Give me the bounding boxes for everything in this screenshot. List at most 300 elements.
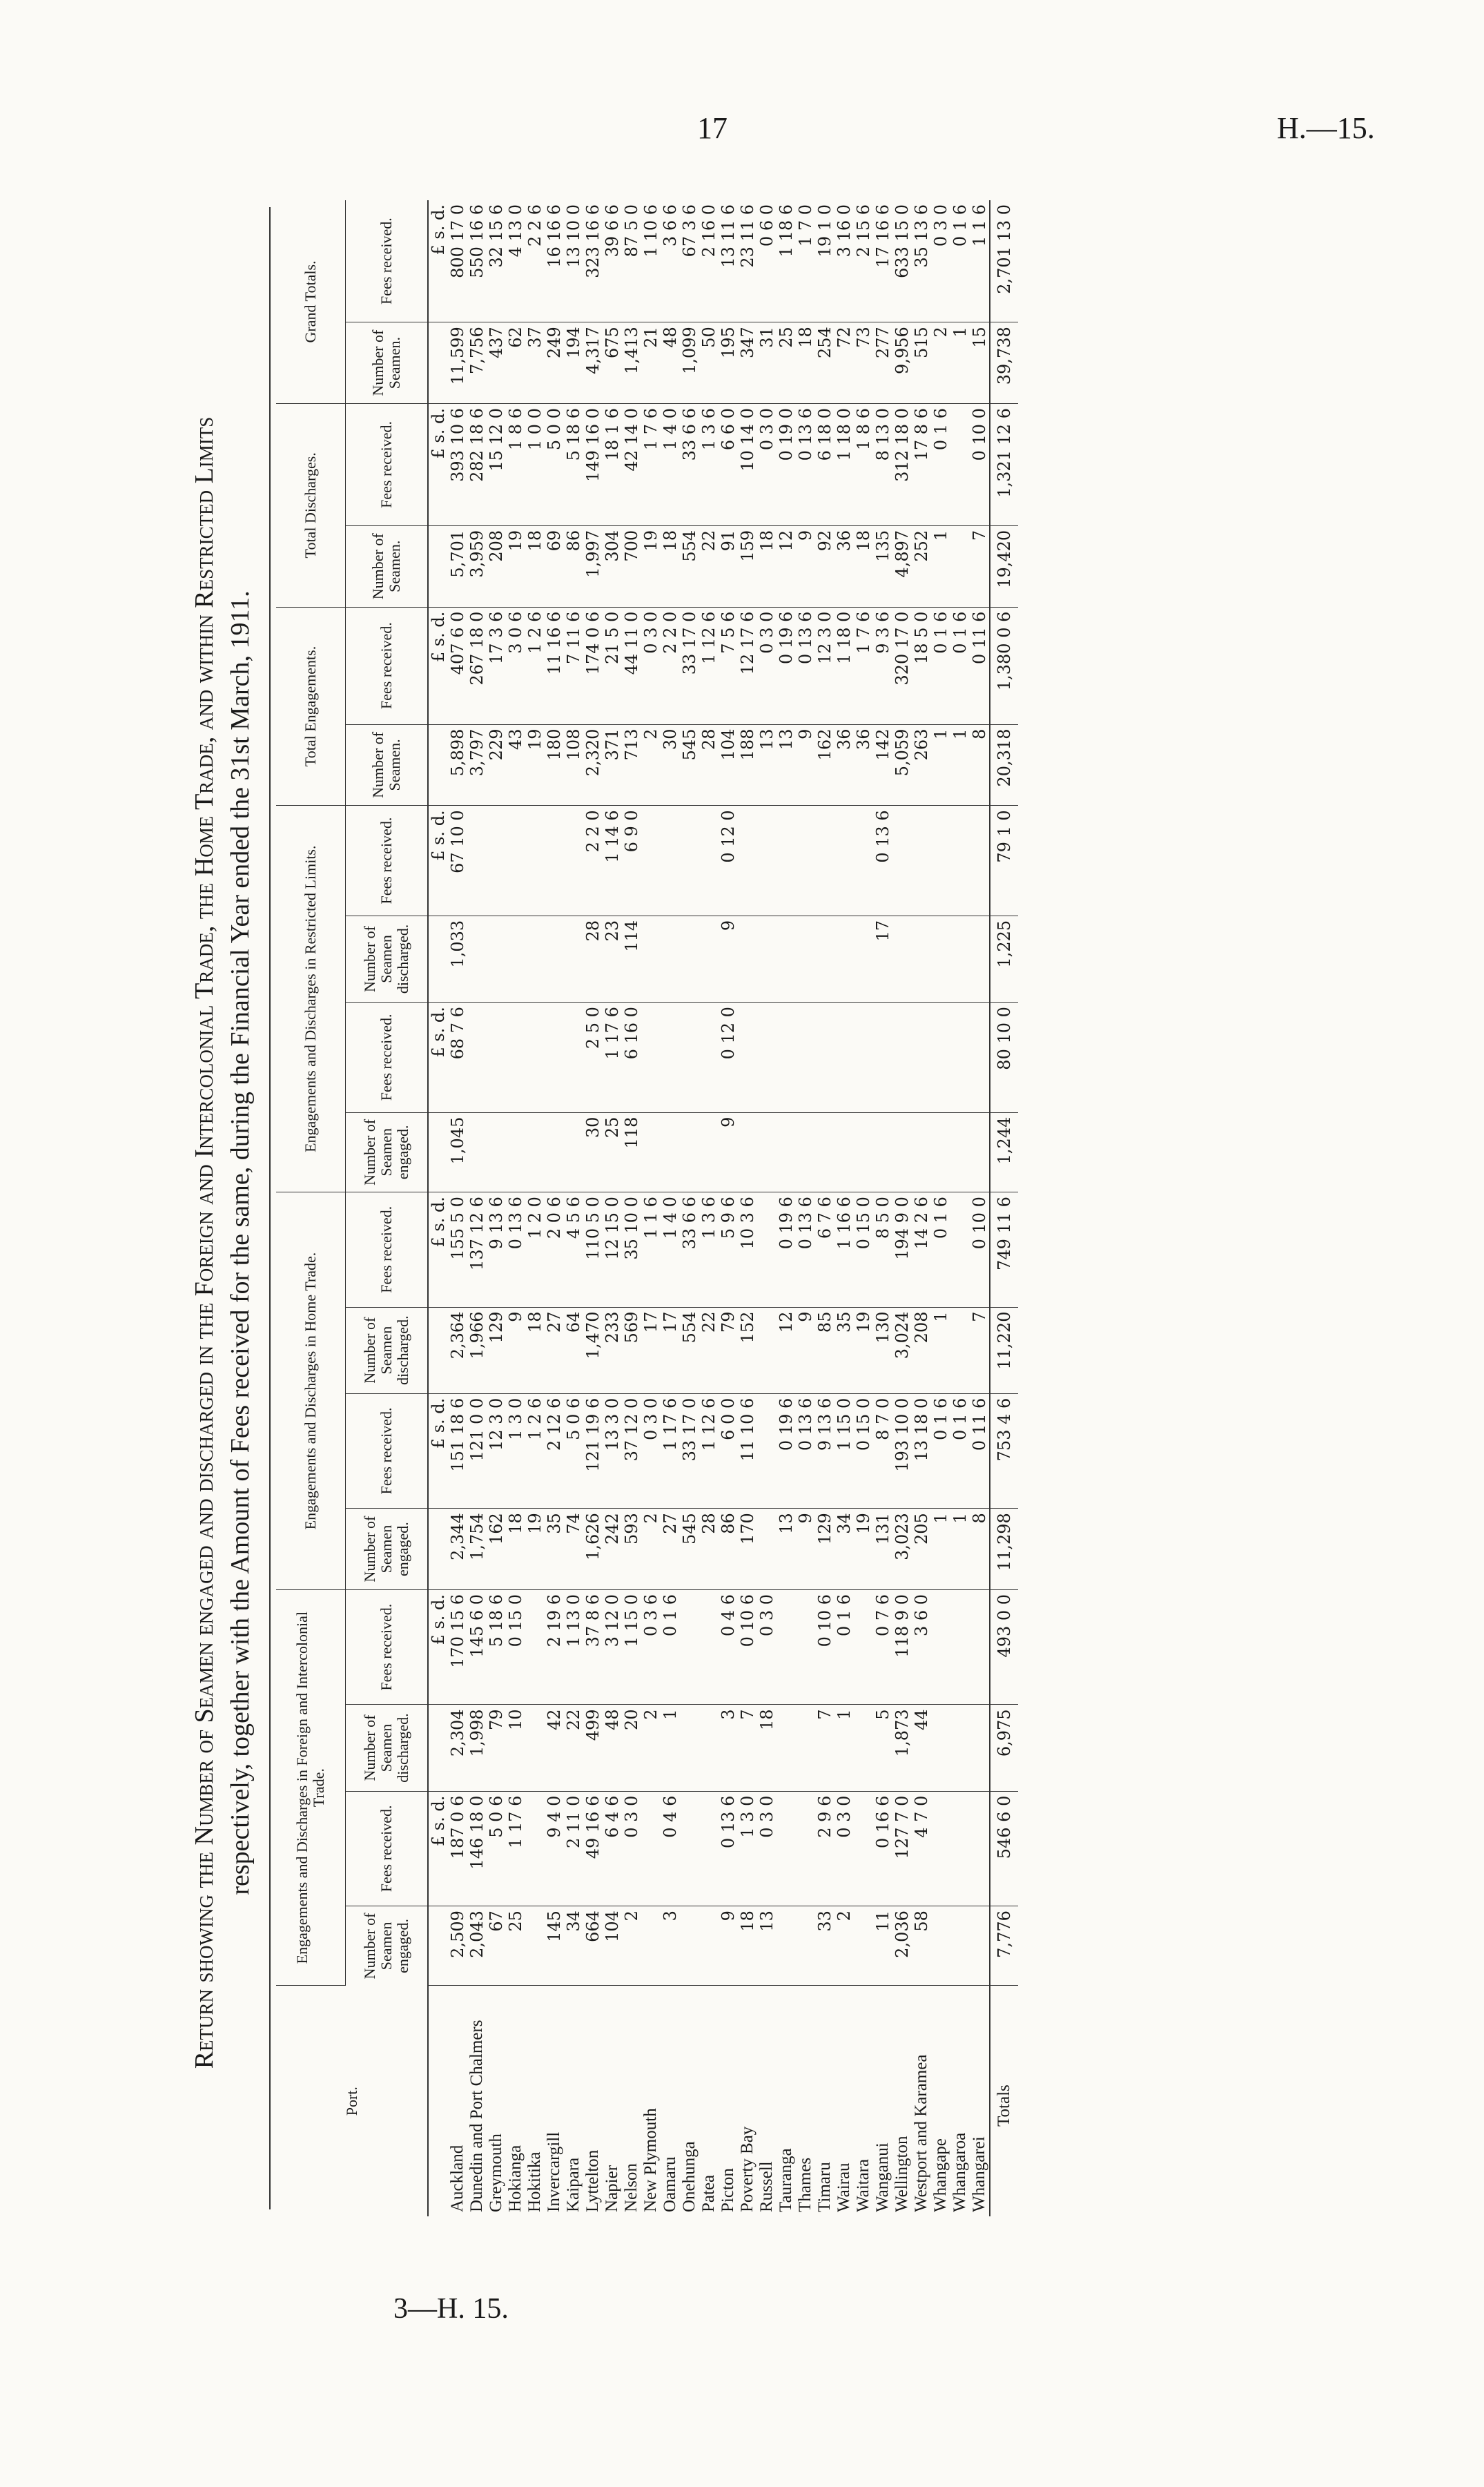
seamen-count-cell: 2 [622, 1906, 641, 1986]
seamen-count-cell: 12 [777, 1307, 796, 1393]
seamen-count-cell: 152 [738, 1307, 757, 1393]
units-spacer [428, 1307, 448, 1393]
seamen-count-cell: 67 [487, 1906, 506, 1986]
fees-cell: 0 15 0 [506, 1589, 525, 1704]
port-name: Wairau [834, 2162, 853, 2212]
table-row [757, 200, 777, 2216]
fees-cell: 21 5 0 [603, 607, 622, 724]
fees-cell: 5 0 6 [564, 1393, 583, 1508]
seamen-count-cell: 9 [796, 1307, 815, 1393]
fees-cell: 0 10 6 [815, 1589, 834, 1704]
total-fees-cell: 79 1 0 [990, 806, 1018, 916]
total-seamen-cell: 1,225 [990, 916, 1018, 1002]
fees-cell: 35 10 0 [622, 1192, 641, 1307]
fees-cell [873, 1003, 892, 1113]
fees-cell: 2 9 6 [815, 1791, 834, 1906]
fees-header: Fees received. [345, 1192, 428, 1307]
fees-cell: 0 1 6 [931, 1192, 950, 1307]
table-row [738, 200, 757, 2216]
fees-cell: 7 11 6 [564, 607, 583, 724]
fees-cell: 0 15 0 [854, 1393, 873, 1508]
seamen-count-cell: 205 [912, 1509, 931, 1590]
fees-cell: 127 7 0 [892, 1791, 912, 1906]
seamen-count-cell: 34 [834, 1509, 854, 1590]
seamen-count-cell: 130 [873, 1307, 892, 1393]
seamen-count-cell: 2,344 [448, 1509, 467, 1590]
seamen-count-cell [757, 1307, 777, 1393]
fees-cell [950, 1791, 970, 1906]
fees-cell: 33 6 6 [680, 1192, 699, 1307]
seamen-count-cell: 2,320 [583, 724, 603, 806]
seamen-count-cell: 1,998 [467, 1705, 487, 1791]
fees-cell: 10 3 6 [738, 1192, 757, 1307]
fees-cell [525, 1791, 545, 1906]
fees-cell: 0 12 0 [719, 806, 738, 916]
seamen-count-cell [525, 1112, 545, 1192]
fees-cell: 800 17 0 [448, 200, 467, 322]
fees-cell [487, 1003, 506, 1113]
seamen-count-cell: 25 [603, 1112, 622, 1192]
seamen-count-cell: 12 [777, 525, 796, 607]
fees-cell [854, 1791, 873, 1906]
fees-header: Fees received. [345, 404, 428, 526]
fees-cell: 0 13 6 [796, 1393, 815, 1508]
table-row [719, 200, 738, 2216]
fees-cell [815, 1003, 834, 1113]
fees-cell: 14 2 6 [912, 1192, 931, 1307]
fees-cell [796, 1003, 815, 1113]
seamen-count-cell: 36 [834, 724, 854, 806]
fees-cell: 0 1 6 [950, 1393, 970, 1508]
seamen-count-cell: 1 [950, 322, 970, 404]
seamen-count-cell: 15 [970, 322, 990, 404]
seamen-count-cell: 371 [603, 724, 622, 806]
fees-cell: 2 16 0 [699, 200, 719, 322]
fees-cell: 393 10 6 [448, 404, 467, 526]
seamen-count-cell [545, 916, 564, 1002]
seamen-count-cell [777, 1906, 796, 1986]
fees-cell: 1 7 6 [641, 404, 661, 526]
table-row [970, 200, 990, 2216]
seamen-count-cell: 5 [873, 1705, 892, 1791]
table-row [873, 200, 892, 2216]
seamen-count-cell: 159 [738, 525, 757, 607]
fees-cell: 6 6 0 [719, 404, 738, 526]
fees-cell: 121 0 0 [467, 1393, 487, 1508]
units-spacer [428, 525, 448, 607]
seamen-count-cell: 195 [719, 322, 738, 404]
seamen-count-cell: 263 [912, 724, 931, 806]
table-row [699, 200, 719, 2216]
seamen-count-cell: 18 [757, 1705, 777, 1791]
seamen-count-cell: 18 [757, 525, 777, 607]
fees-cell: 2 19 6 [545, 1589, 564, 1704]
fees-cell: 1 2 0 [525, 1192, 545, 1307]
seamen-count-cell [680, 1112, 699, 1192]
seamen-count-cell: 25 [777, 322, 796, 404]
seamen-count-cell: 62 [506, 322, 525, 404]
seamen-count-cell [506, 916, 525, 1002]
fees-cell: 1 1 6 [970, 200, 990, 322]
table-row [525, 200, 545, 2216]
seamen-count-cell: 19 [525, 724, 545, 806]
seamen-count-cell [796, 916, 815, 1002]
seamen-count-cell: 79 [719, 1307, 738, 1393]
seamen-count-cell: 36 [834, 525, 854, 607]
seamen-count-cell: 3,959 [467, 525, 487, 607]
lsd-units: £ s. d. [428, 1589, 448, 1704]
units-row [428, 200, 448, 2216]
seamen-count-cell: 10 [506, 1705, 525, 1791]
fees-cell: 5 18 6 [564, 404, 583, 526]
seamen-count-cell: 1 [834, 1705, 854, 1791]
seamen-count-cell: 19 [854, 1307, 873, 1393]
fees-header: Fees received. [345, 1589, 428, 1704]
port-name: Onehunga [680, 2141, 699, 2212]
seamen-count-cell [796, 1705, 815, 1791]
port-name: Auckland [448, 2145, 467, 2212]
fees-cell: 0 3 0 [931, 200, 950, 322]
seamen-count-cell: 3 [661, 1906, 680, 1986]
seamen-count-cell [525, 916, 545, 1002]
units-spacer [428, 1705, 448, 1791]
lsd-units: £ s. d. [428, 1393, 448, 1508]
total-fees-cell: 1,380 0 6 [990, 607, 1018, 724]
fees-cell [699, 1003, 719, 1113]
fees-cell: 1 4 0 [661, 404, 680, 526]
fees-cell: 0 1 6 [931, 1393, 950, 1508]
seamen-count-cell: 28 [699, 1509, 719, 1590]
fees-cell [680, 1003, 699, 1113]
fees-cell: 3 6 0 [912, 1589, 931, 1704]
seamen-count-cell: 1,754 [467, 1509, 487, 1590]
port-name: Russell [757, 2161, 776, 2212]
total-fees-cell: 493 0 0 [990, 1589, 1018, 1704]
seamen-count-cell: 50 [699, 322, 719, 404]
seamen-count-cell [545, 1112, 564, 1192]
fees-cell: 1 14 6 [603, 806, 622, 916]
seamen-count-cell: 499 [583, 1705, 603, 1791]
fees-cell: 33 17 0 [680, 607, 699, 724]
seamen-count-cell [970, 1705, 990, 1791]
lsd-units: £ s. d. [428, 1791, 448, 1906]
seamen-count-cell: 73 [854, 322, 873, 404]
seamen-count-cell: 2,304 [448, 1705, 467, 1791]
seamen-count-cell: 72 [834, 322, 854, 404]
fees-cell: 3 16 0 [834, 200, 854, 322]
fees-cell [777, 1791, 796, 1906]
fees-cell [815, 806, 834, 916]
fees-cell: 0 3 0 [757, 404, 777, 526]
seamen-count-cell: 74 [564, 1509, 583, 1590]
total-fees-cell: 753 4 6 [990, 1393, 1018, 1508]
fees-cell: 2 11 0 [564, 1791, 583, 1906]
group-total-discharges: Total Discharges. [276, 404, 345, 608]
fees-cell [545, 806, 564, 916]
fees-cell: 1 3 0 [506, 1393, 525, 1508]
fees-cell [680, 1791, 699, 1906]
seamen-count-cell: 129 [815, 1509, 834, 1590]
seamen-count-cell: 44 [912, 1705, 931, 1791]
seamen-count-cell [525, 1705, 545, 1791]
fees-cell: 0 3 0 [641, 1393, 661, 1508]
seamen-count-cell: 86 [719, 1509, 738, 1590]
seamen-count-header: Number of Seamen discharged. [345, 1307, 428, 1393]
port-name: Patea [699, 2174, 718, 2212]
seamen-count-cell: 30 [661, 724, 680, 806]
seamen-count-cell: 554 [680, 1307, 699, 1393]
seamen-count-cell [661, 916, 680, 1002]
group-restricted-limits: Engagements and Discharges in Restricted Limits. [276, 806, 345, 1192]
fees-cell: 23 11 6 [738, 200, 757, 322]
fees-cell: 1 17 6 [661, 1393, 680, 1508]
fees-cell: 13 11 6 [719, 200, 738, 322]
fees-cell: 0 3 0 [834, 1791, 854, 1906]
fees-cell: 1 17 6 [506, 1791, 525, 1906]
seamen-count-cell: 4,317 [583, 322, 603, 404]
seamen-count-cell: 23 [603, 916, 622, 1002]
fees-cell [970, 806, 990, 916]
seamen-count-cell: 1 [931, 724, 950, 806]
fees-cell: 1 10 6 [641, 200, 661, 322]
seamen-count-cell: 8 [970, 1509, 990, 1590]
fees-cell [854, 806, 873, 916]
fees-cell: 0 1 6 [661, 1589, 680, 1704]
port-name: Timaru [815, 2162, 834, 2212]
total-seamen-cell: 11,220 [990, 1307, 1018, 1393]
fees-cell: 67 3 6 [680, 200, 699, 322]
seamen-count-cell: 13 [757, 724, 777, 806]
seamen-count-cell [699, 1112, 719, 1192]
seamen-count-cell [661, 1112, 680, 1192]
port-name: Greymouth [487, 2133, 505, 2212]
fees-cell [931, 806, 950, 916]
seamen-count-cell: 1,966 [467, 1307, 487, 1393]
table-row [680, 200, 699, 2216]
seamen-count-cell: 554 [680, 525, 699, 607]
seamen-count-cell: 35 [834, 1307, 854, 1393]
seamen-count-cell [970, 916, 990, 1002]
fees-cell: 2 2 6 [525, 200, 545, 322]
fees-cell: 0 7 6 [873, 1589, 892, 1704]
seamen-count-header: Number of Seamen discharged. [345, 1705, 428, 1791]
fees-cell [950, 1003, 970, 1113]
fees-cell: 6 18 0 [815, 404, 834, 526]
seamen-count-cell: 2,043 [467, 1906, 487, 1986]
lsd-units: £ s. d. [428, 1192, 448, 1307]
total-fees-cell: 749 11 6 [990, 1192, 1018, 1307]
seamen-count-cell: 18 [738, 1906, 757, 1986]
fees-cell: 3 0 6 [506, 607, 525, 724]
seamen-count-cell: 2 [834, 1906, 854, 1986]
seamen-count-cell [912, 916, 931, 1002]
fees-header: Fees received. [345, 200, 428, 322]
fees-cell [641, 1791, 661, 1906]
fees-header: Fees received. [345, 1393, 428, 1508]
lsd-units: £ s. d. [428, 607, 448, 724]
table-row [487, 200, 506, 2216]
title-line-1: Return showing the Number of Seamen engaged and discharged in the Foreign and Intercolonial Trade, the Home Trade, and within Restricted Limits [190, 416, 219, 2069]
fees-cell: 320 17 0 [892, 607, 912, 724]
fees-cell: 18 5 0 [912, 607, 931, 724]
fees-cell: 1 15 0 [622, 1589, 641, 1704]
fees-cell: 12 3 0 [487, 1393, 506, 1508]
seamen-count-cell [950, 1705, 970, 1791]
seamen-count-cell: 5,898 [448, 724, 467, 806]
fees-cell [931, 1791, 950, 1906]
fees-cell [738, 806, 757, 916]
seamen-count-cell: 18 [796, 322, 815, 404]
fees-cell [950, 1589, 970, 1704]
seamen-count-cell: 9 [719, 1906, 738, 1986]
fees-cell [970, 1791, 990, 1906]
fees-cell: 0 1 6 [834, 1589, 854, 1704]
fees-cell: 1 2 6 [525, 1393, 545, 1508]
seamen-count-cell: 42 [545, 1705, 564, 1791]
seamen-count-header: Number of Seamen discharged. [345, 916, 428, 1002]
seamen-count-cell: 7 [970, 1307, 990, 1393]
fees-cell: 145 6 0 [467, 1589, 487, 1704]
group-grand-totals: Grand Totals. [276, 200, 345, 404]
fees-cell: 282 18 6 [467, 404, 487, 526]
fees-cell: 146 18 0 [467, 1791, 487, 1906]
seamen-count-cell: 1 [661, 1705, 680, 1791]
fees-cell [525, 1589, 545, 1704]
seamen-count-cell [854, 1112, 873, 1192]
fees-cell: 1 7 0 [796, 200, 815, 322]
fees-cell: 0 1 6 [950, 200, 970, 322]
seamen-count-cell: 3,023 [892, 1509, 912, 1590]
table-row [622, 200, 641, 2216]
seamen-count-cell: 28 [699, 724, 719, 806]
seamen-count-cell [834, 916, 854, 1002]
seamen-count-cell: 30 [583, 1112, 603, 1192]
seamen-count-cell: 3,797 [467, 724, 487, 806]
seamen-count-cell: 131 [873, 1509, 892, 1590]
fees-cell: 12 3 0 [815, 607, 834, 724]
seamen-count-cell: 208 [912, 1307, 931, 1393]
fees-cell: 39 6 6 [603, 200, 622, 322]
fees-cell: 0 3 0 [757, 607, 777, 724]
seamen-count-cell: 104 [719, 724, 738, 806]
fees-cell: 0 1 6 [931, 404, 950, 526]
fees-cell [738, 1003, 757, 1113]
seamen-count-cell: 22 [564, 1705, 583, 1791]
fees-cell: 0 1 6 [950, 607, 970, 724]
fees-cell: 9 13 6 [487, 1192, 506, 1307]
table-row [506, 200, 525, 2216]
seamen-count-cell: 34 [564, 1906, 583, 1986]
seamen-count-cell: 700 [622, 525, 641, 607]
seamen-count-cell [757, 1509, 777, 1590]
fees-cell: 16 16 6 [545, 200, 564, 322]
fees-cell: 0 13 6 [796, 607, 815, 724]
fees-cell: 8 7 0 [873, 1393, 892, 1508]
fees-cell: 118 9 0 [892, 1589, 912, 1704]
table-row [583, 200, 603, 2216]
port-name: Kaipara [564, 2157, 583, 2212]
fees-cell: 0 4 6 [661, 1791, 680, 1906]
fees-cell [777, 806, 796, 916]
table-row [467, 200, 487, 2216]
fees-cell: 149 16 0 [583, 404, 603, 526]
seamen-count-cell: 304 [603, 525, 622, 607]
seamen-count-cell: 9,956 [892, 322, 912, 404]
seamen-count-header: Number of Seamen. [345, 724, 428, 806]
fees-cell [777, 1589, 796, 1704]
fees-cell [545, 1003, 564, 1113]
seamen-count-cell [815, 1112, 834, 1192]
group-home-trade: Engagements and Discharges in Home Trade. [276, 1192, 345, 1590]
seamen-count-cell: 254 [815, 322, 834, 404]
total-fees-cell: 80 10 0 [990, 1003, 1018, 1113]
seamen-count-cell [699, 1906, 719, 1986]
fees-cell [892, 1003, 912, 1113]
seamen-count-cell: 5,059 [892, 724, 912, 806]
seamen-count-cell [854, 1906, 873, 1986]
lsd-units: £ s. d. [428, 200, 448, 322]
sheet-mark: 3—H. 15. [393, 2293, 509, 2325]
seamen-count-cell: 1,045 [448, 1112, 467, 1192]
seamen-count-header: Number of Seamen. [345, 525, 428, 607]
port-name: Tauranga [777, 2148, 795, 2212]
fees-cell: 1 12 6 [699, 607, 719, 724]
seamen-count-cell: 13 [777, 724, 796, 806]
seamen-count-cell: 18 [525, 525, 545, 607]
seamen-count-cell [931, 1705, 950, 1791]
seamen-count-cell: 437 [487, 322, 506, 404]
seamen-count-cell: 79 [487, 1705, 506, 1791]
fees-cell: 194 9 0 [892, 1192, 912, 1307]
fees-cell: 11 10 6 [738, 1393, 757, 1508]
seamen-count-cell [680, 1705, 699, 1791]
fees-cell: 44 11 0 [622, 607, 641, 724]
seamen-count-cell: 135 [873, 525, 892, 607]
seamen-count-cell: 545 [680, 1509, 699, 1590]
fees-cell: 0 19 0 [777, 404, 796, 526]
fees-cell: 267 18 0 [467, 607, 487, 724]
seamen-count-cell: 1 [950, 724, 970, 806]
fees-cell: 15 12 0 [487, 404, 506, 526]
seamen-count-cell: 91 [719, 525, 738, 607]
port-name: Nelson [622, 2163, 641, 2212]
fees-cell: 5 9 6 [719, 1192, 738, 1307]
port-name: Westport and Karamea [912, 2054, 930, 2212]
fees-cell [506, 1003, 525, 1113]
fees-cell: 0 13 6 [796, 1192, 815, 1307]
fees-cell: 33 17 0 [680, 1393, 699, 1508]
seamen-count-cell: 1,626 [583, 1509, 603, 1590]
fees-cell: 0 10 0 [970, 404, 990, 526]
fees-cell: 37 12 0 [622, 1393, 641, 1508]
fees-cell: 0 13 6 [873, 806, 892, 916]
seamen-count-cell: 31 [757, 322, 777, 404]
fees-cell: 121 19 6 [583, 1393, 603, 1508]
seamen-count-cell [467, 1112, 487, 1192]
seamen-count-cell [738, 916, 757, 1002]
fees-cell: 0 3 0 [622, 1791, 641, 1906]
fees-cell: 8 5 0 [873, 1192, 892, 1307]
seamen-count-cell: 48 [603, 1705, 622, 1791]
port-name: Invercargill [545, 2131, 563, 2212]
seamen-count-cell: 43 [506, 724, 525, 806]
seamen-count-cell: 2 [641, 1509, 661, 1590]
fees-cell: 8 13 0 [873, 404, 892, 526]
fees-cell: 10 14 0 [738, 404, 757, 526]
port-name: Lyttelton [583, 2149, 602, 2212]
seamen-count-cell: 180 [545, 724, 564, 806]
seamen-count-cell: 3,024 [892, 1307, 912, 1393]
